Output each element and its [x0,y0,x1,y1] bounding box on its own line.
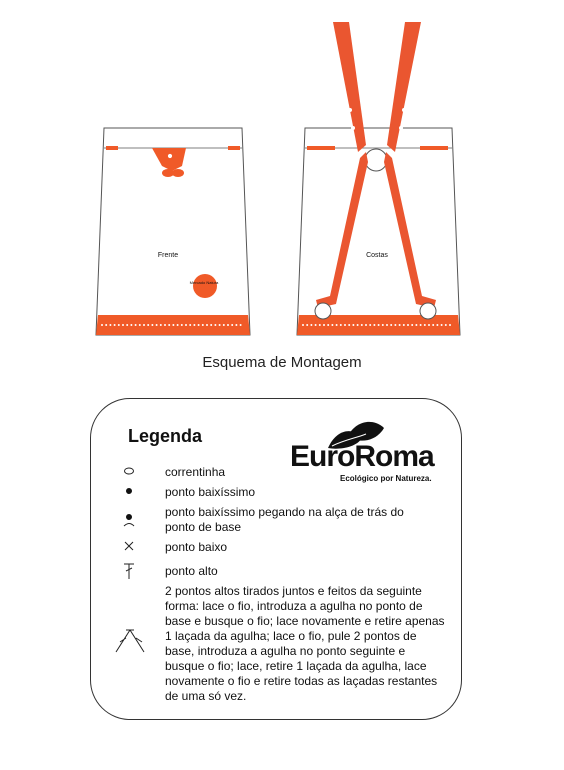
base-hole [231,324,233,326]
base-hole [357,324,359,326]
base-hole [101,324,103,326]
base-hole [135,324,137,326]
base-hole [193,324,195,326]
legend-item-single-crochet: ponto baixo [165,540,228,554]
base-hole [206,324,208,326]
base-hole [428,324,430,326]
base-hole [352,324,354,326]
base-hole [373,324,375,326]
base-hole [185,324,187,326]
base-hole [151,324,153,326]
base-hole [214,324,216,326]
brand-tagline: Ecológico por Natureza. [340,474,432,483]
base-hole [126,324,128,326]
base-hole [441,324,443,326]
back-label: Costas [366,252,388,259]
base-hole [432,324,434,326]
base-hole [331,324,333,326]
base-hole [172,324,174,326]
base-hole [403,324,405,326]
brand-name: EuroRoma [290,440,434,473]
base-hole [223,324,225,326]
base-hole [386,324,388,326]
base-hole [390,324,392,326]
base-hole [130,324,132,326]
base-hole [315,324,317,326]
base-hole [114,324,116,326]
base-hole [445,324,447,326]
diagram-caption: Esquema de Montagem [202,354,362,371]
base-hole [407,324,409,326]
base-hole [306,324,308,326]
base-hole [369,324,371,326]
base-hole [177,324,179,326]
base-hole [348,324,350,326]
base-hole [323,324,325,326]
legend-item-dc-together: 2 pontos altos tirados juntos e feitos da seguinte forma: lace o fio, introduza a agulha no ponto de base e busque o fio; lace novamente e retire apenas 1 laçada da agulha; lace o fio, pule 2 pontos de base, introduza a agulha no ponto seguinte e busque o fio; lace, retire 1 laçada da agulha, lace novamente o fio e retire todas as laçadas restantes de uma só vez. [165,584,445,703]
base-hole [319,324,321,326]
base-hole [378,324,380,326]
base-hole [118,324,120,326]
base-hole [198,324,200,326]
base-hole [436,324,438,326]
base-hole [240,324,242,326]
base-hole [394,324,396,326]
base-hole [336,324,338,326]
base-hole [399,324,401,326]
base-hole [143,324,145,326]
front-band-left [106,146,118,150]
base-hole [227,324,229,326]
strap-ring-bottom-left [315,303,331,319]
single-crochet-icon [123,540,135,552]
front-label: Frente [157,252,179,259]
front-band-right [228,146,240,150]
base-hole [160,324,162,326]
base-hole [219,324,221,326]
base-hole [310,324,312,326]
base-hole [122,324,124,326]
base-hole [382,324,384,326]
brand-badge [193,274,217,298]
base-hole [365,324,367,326]
strap-ring [365,149,387,171]
base-hole [411,324,413,326]
base-hole [189,324,191,326]
base-hole [302,324,304,326]
back-band-left [307,146,335,150]
base-hole [164,324,166,326]
double-crochet-icon [122,562,136,580]
base-hole [105,324,107,326]
base-hole [420,324,422,326]
base-hole [361,324,363,326]
base-hole [415,324,417,326]
base-hole [181,324,183,326]
slip-stitch-icon [124,486,134,496]
dc-together-icon [112,628,148,654]
legend-item-back-loop-slip: ponto baixíssimo pegando na alça de trás do ponto de base [165,505,404,534]
front-bag-panel [96,128,250,335]
back-loop-slip-stitch-icon [123,512,135,528]
base-hole [109,324,111,326]
legend-title: Legenda [128,426,203,446]
badge-text: Mercado Natura [189,280,219,285]
base-hole [235,324,237,326]
back-bag-panel [297,22,460,335]
base-hole [147,324,149,326]
base-hole [168,324,170,326]
legend-item-chain: correntinha [165,465,226,479]
legend-item-slip: ponto baixíssimo [165,485,256,499]
base-hole [156,324,158,326]
chain-stitch-icon [123,466,135,476]
back-band-right [420,146,448,150]
base-hole [327,324,329,326]
base-hole [424,324,426,326]
base-hole [202,324,204,326]
base-hole [340,324,342,326]
base-hole [344,324,346,326]
base-hole [210,324,212,326]
base-hole [449,324,451,326]
base-hole [139,324,141,326]
strap-ring-bottom-right [420,303,436,319]
legend-item-double-crochet: ponto alto [165,564,218,578]
